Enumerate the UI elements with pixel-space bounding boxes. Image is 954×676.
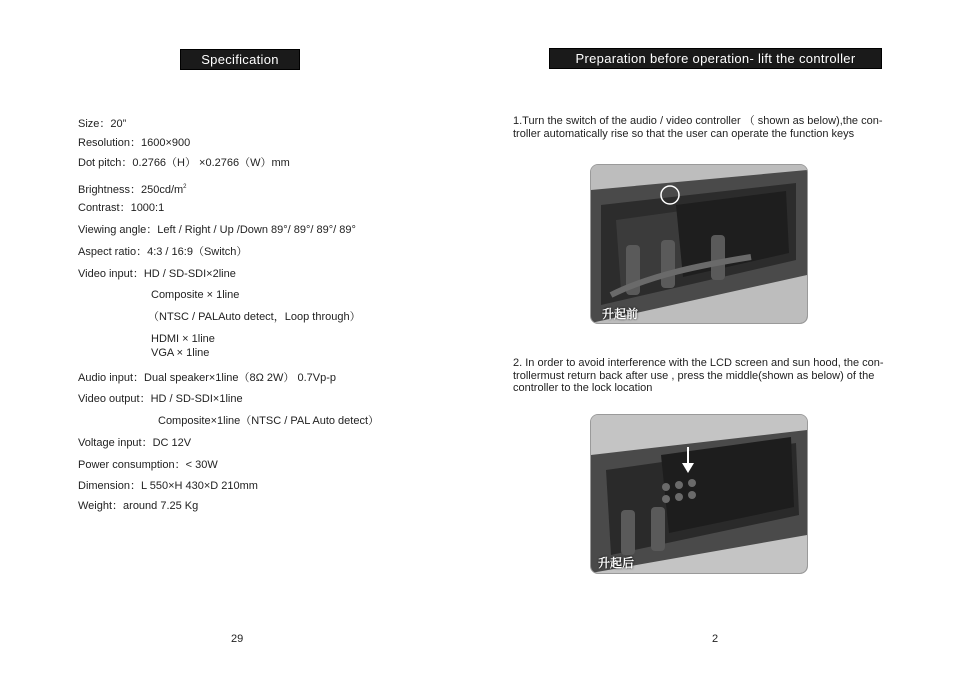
spec-brightness: [78, 181, 187, 197]
spec-composite-detail: （NTSC / PALAuto detect，Loop through）: [148, 311, 361, 323]
spec-vga-input: VGA × 1line: [151, 347, 210, 359]
controller-after-photo: [590, 414, 808, 574]
spec-power-consumption: Power consumption：< 30W: [78, 459, 218, 471]
page-number-right: 2: [712, 633, 719, 645]
page-number-left: 29: [231, 633, 244, 645]
photo1-caption: 升起前: [602, 307, 639, 321]
spec-video-output: Video output：HD / SD-SDI×1line: [78, 393, 243, 405]
spec-viewing-angle: Viewing angle：Left / Right / Up /Down 89°/ 89°/ 89°/ 89°: [78, 224, 356, 236]
case-illustration-before: [591, 165, 807, 323]
spec-audio-input: Audio input：Dual speaker×1line（8Ω 2W） 0.7Vp-p: [78, 372, 337, 384]
right-page: [477, 0, 954, 676]
step1-paragraph: [513, 115, 929, 140]
spec-composite-output: Composite×1line（NTSC / PAL Auto detect）: [158, 415, 380, 427]
spec-video-input: Video input：HD / SD-SDI×2line: [78, 268, 236, 280]
spec-contrast: Contrast：1000:1: [78, 202, 165, 214]
case-illustration-after: [591, 415, 807, 573]
photo2-caption: 升起后: [598, 556, 635, 570]
step1-line2: troller automatically rise so that the user can operate the function keys: [513, 127, 855, 140]
spec-dimension: Dimension：L 550×H 430×D 210mm: [78, 480, 258, 492]
controller-before-photo: [590, 164, 808, 324]
step2-line1: 2. In order to avoid interference with the LCD screen and sun hood, the con-: [513, 357, 884, 369]
step2-line3: controller to the lock location: [513, 382, 653, 394]
spec-weight: Weight：around 7.25 Kg: [78, 500, 199, 512]
spec-hdmi-input: HDMI × 1line: [151, 333, 215, 345]
preparation-title: Preparation before operation- lift the controller: [549, 48, 882, 69]
spec-brightness-text: Brightness：250cd/m: [78, 184, 184, 196]
spec-dot-pitch: Dot pitch：0.2766（H） ×0.2766（W）mm: [78, 157, 290, 169]
spec-composite-input: Composite × 1line: [151, 289, 240, 301]
spec-resolution: Resolution：1600×900: [78, 137, 191, 149]
step1-line1: 1.Turn the switch of the audio / video controller （ shown as below),the con-: [513, 115, 883, 127]
spec-aspect-ratio: Aspect ratio：4:3 / 16:9（Switch）: [78, 246, 248, 258]
step2-paragraph: [513, 357, 929, 395]
spec-brightness-sup: 2: [183, 184, 187, 190]
specification-title: Specification: [180, 49, 300, 70]
spec-voltage-input: Voltage input：DC 12V: [78, 437, 192, 449]
step2-line2: trollermust return back after use , press the middle(shown as below) of the: [513, 369, 875, 382]
spec-size: Size：20”: [78, 118, 127, 130]
